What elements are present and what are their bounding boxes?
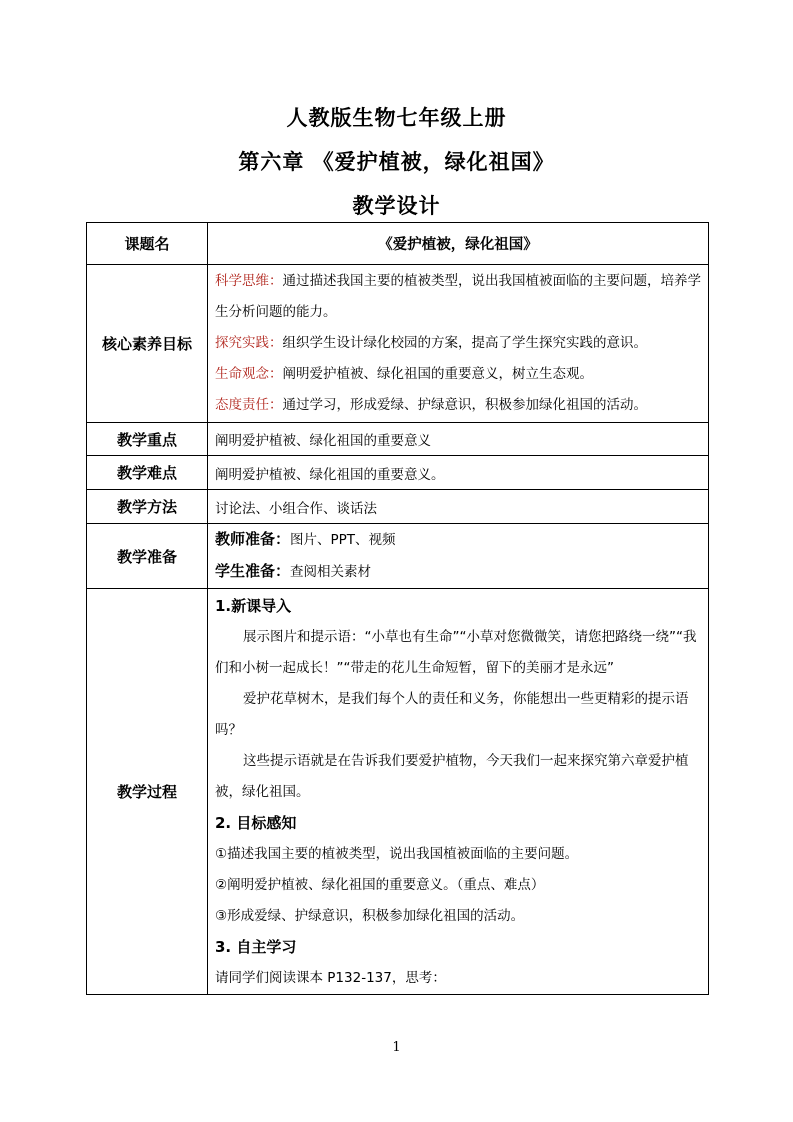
process-label: 教学过程 (87, 589, 208, 995)
goal-item-1: ①描述我国主要的植被类型，说出我国植被面临的主要问题。 (215, 846, 579, 862)
chapter-title: 第六章 《爱护植被，绿化祖国》 (238, 149, 555, 174)
prep-value (208, 524, 709, 589)
method-value: 讨论法、小组合作、谈话法 (208, 490, 709, 524)
intro-paragraph-2: 爱护花草树木，是我们每个人的责任和义务，你能想出一些更精彩的提示语吗？ (215, 691, 689, 738)
intro-paragraph-1: 展示图片和提示语：“小草也有生命”“小草对您微微笑，请您把路绕一绕”“我们和小树一起成长！”“带走的花儿生命短暂，留下的美丽才是永远” (215, 629, 697, 676)
row-focus (87, 423, 709, 456)
row-core-goals (87, 265, 709, 423)
section-intro-heading: 1.新课导入 (215, 597, 292, 615)
goal-attitude: 态度责任：通过学习，形成爱绿、护绿意识，积极参加绿化祖国的活动。 (215, 397, 647, 413)
goal-item-3: ③形成爱绿、护绿意识，积极参加绿化祖国的活动。 (215, 908, 525, 924)
book-title: 人教版生物七年级上册 (286, 105, 507, 130)
doc-type-title: 教学设计 (352, 193, 441, 218)
row-course (87, 223, 709, 265)
page-number: 1 (392, 1040, 401, 1055)
goal-practice: 探究实践：组织学生设计绿化校园的方案，提高了学生探究实践的意识。 (215, 335, 647, 351)
focus-value: 阐明爱护植被、绿化祖国的重要意义 (208, 423, 709, 456)
goal-science: 科学思维：通过描述我国主要的植被类型，说出我国植被面临的主要问题，培养学生分析问题的能力。 (215, 273, 701, 320)
core-goals (208, 265, 709, 423)
method-label: 教学方法 (87, 490, 208, 524)
row-process (87, 589, 709, 995)
course-value: 《爱护植被，绿化祖国》 (208, 223, 709, 265)
prep-student: 学生准备：查阅相关素材 (215, 562, 372, 580)
self-study-text: 请同学们阅读课本 P132-137，思考： (215, 970, 446, 986)
goal-life: 生命观念：阐明爱护植被、绿化祖国的重要意义，树立生态观。 (215, 366, 593, 382)
intro-paragraph-3: 这些提示语就是在告诉我们要爱护植物，今天我们一起来探究第六章爱护植被，绿化祖国。 (215, 753, 689, 800)
row-difficulty (87, 456, 709, 490)
row-method (87, 490, 709, 524)
prep-label: 教学准备 (87, 524, 208, 589)
difficulty-value: 阐明爱护植被、绿化祖国的重要意义。 (208, 456, 709, 490)
prep-teacher: 教师准备：图片、PPT、视频 (215, 530, 396, 548)
course-label: 课题名 (87, 223, 208, 265)
difficulty-label: 教学难点 (87, 456, 208, 490)
focus-label: 教学重点 (87, 423, 208, 456)
lesson-plan-table (86, 222, 709, 995)
section-goals-heading: 2. 目标感知 (215, 814, 297, 832)
core-label: 核心素养目标 (87, 265, 208, 423)
row-prep (87, 524, 709, 589)
document-titles (0, 96, 793, 228)
section-self-study-heading: 3. 自主学习 (215, 938, 297, 956)
process-value (208, 589, 709, 995)
goal-item-2: ②阐明爱护植被、绿化祖国的重要意义。（重点、难点） (215, 877, 545, 893)
